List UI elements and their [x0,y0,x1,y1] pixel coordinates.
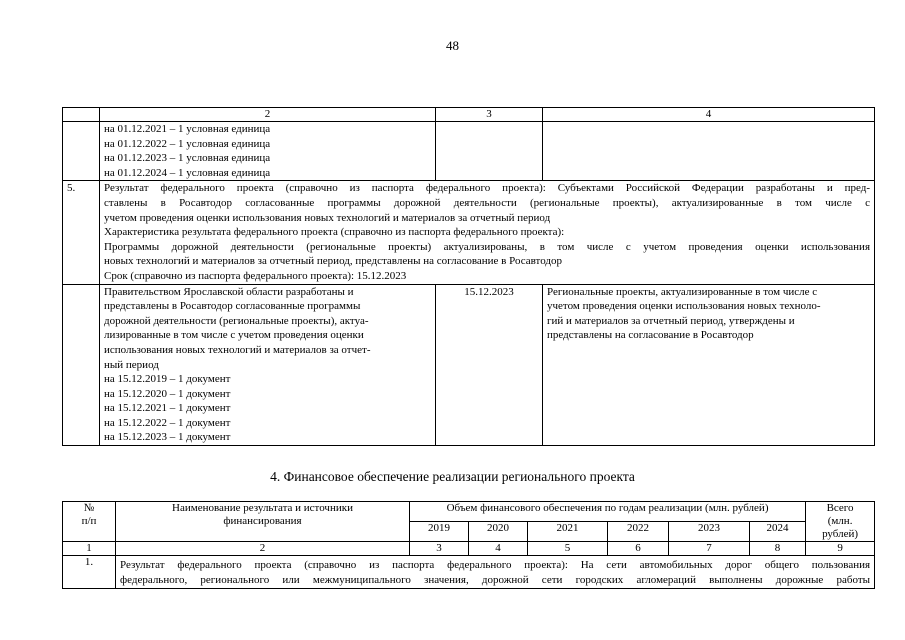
continuation-num-cell [63,122,100,181]
results-header-col-1 [63,108,100,122]
total-header-line: рублей) [822,528,859,540]
name-header-cell [116,502,410,542]
results-header-col-4: 4 [543,108,875,122]
text-line: Результат федерального проекта (справочно из паспорта федерального проекта): Субъектами Российской Федерации разработаны и пред- [104,182,870,195]
continuation-date-cell [436,122,543,181]
column-number-row [63,542,875,556]
value-line: на 01.12.2023 – 1 условная единица [104,152,271,165]
text-line: Результат федерального проекта (справочно из паспорта федерального проекта): На сети автомобильных дорог общего пользования [120,559,871,571]
num-header-line: п/п [81,515,97,527]
row-number: 1. [63,556,116,589]
column-number-cell: 3 [410,542,469,556]
name-header-line: Наименование результата и источники [172,502,353,514]
value-line: на 01.12.2022 – 1 условная единица [104,137,271,150]
column-number-cell: 9 [806,542,875,556]
section-5-row [63,181,875,284]
text-line: на 15.12.2021 – 1 документ [104,402,231,415]
year-cell: 2021 [528,522,608,542]
column-number-cell: 8 [750,542,806,556]
name-header-line: финансирования [223,515,302,527]
year-cell: 2022 [608,522,669,542]
results-header-col-2: 2 [100,108,436,122]
text-line: Правительством Ярославской области разработаны и [104,285,354,298]
row-1-text [116,556,875,589]
financing-row-1 [63,556,875,589]
continuation-row [63,122,875,181]
text-line: на 15.12.2022 – 1 документ [104,416,231,429]
section-title: 4. Финансовое обеспечение реализации регионального проекта [270,469,635,484]
column-number-cell: 4 [469,542,528,556]
text-line: Программы дорожной деятельности (региональные проекты) актуализированы, в том числе с учетом проведения оценки использования [104,240,870,253]
continuation-values-cell [100,122,436,181]
text-line: ставлены в Росавтодор согласованные программы дорожной деятельности (региональные проекты), актуализированные в том числе с [104,196,870,209]
text-line: на 15.12.2019 – 1 документ [104,373,231,386]
result-text-cell [100,284,436,446]
value-line: на 01.12.2024 – 1 условная единица [104,166,271,179]
num-header-line: № [83,502,95,514]
text-line: на 15.12.2020 – 1 документ [104,387,231,400]
results-header-row [63,108,875,122]
year-cell: 2024 [750,522,806,542]
result-row [63,284,875,446]
text-line: учетом проведения оценки использования новых техноло- [547,300,821,313]
result-num-cell [63,284,100,446]
text-line: использования новых технологий и материалов за отчет- [104,343,371,356]
text-line: представлены в Росавтодор согласованные программы [104,300,361,313]
column-number-cell: 1 [63,542,116,556]
result-date-cell: 15.12.2023 [436,284,543,446]
text-line: федерального, регионального или межмуниципального значения, дорожной сети городских агломераций выполнены дорожные работы [120,574,871,586]
total-header-cell [806,502,875,542]
financing-table [62,501,875,589]
section-5-text [100,181,875,284]
column-number-cell: 2 [116,542,410,556]
column-number-cell: 7 [669,542,750,556]
year-cell: 2020 [469,522,528,542]
year-cell: 2023 [669,522,750,542]
text-line: ный период [104,358,159,371]
text-line: дорожной деятельности (региональные проекты), актуа- [104,314,369,327]
text-line: Срок (справочно из паспорта федерального проекта): 15.12.2023 [104,269,407,282]
text-line: новых технологий и материалов за отчетный период, представлены на согласование в Росавтодор [104,255,562,268]
page-number: 48 [446,38,459,53]
text-line: Характеристика результата федерального проекта (справочно из паспорта федерального проекта): [104,226,565,239]
value-line: на 01.12.2021 – 1 условная единица [104,123,271,135]
results-table [62,107,875,446]
continuation-desc-cell [543,122,875,181]
result-desc-cell [543,284,875,446]
text-line: гий и материалов за отчетный период, утверждены и [547,314,795,327]
volume-header: Объем финансового обеспечения по годам реализации (млн. рублей) [410,502,806,522]
column-number-cell: 6 [608,542,669,556]
text-line: учетом проведения оценки использования новых технологий и материалов за отчетный период [104,211,551,224]
column-number-cell: 5 [528,542,608,556]
num-header-cell [63,502,116,542]
year-cell: 2019 [410,522,469,542]
financing-header-row-1 [63,502,875,522]
text-line: Региональные проекты, актуализированные в том числе с [547,285,818,298]
text-line: на 15.12.2023 – 1 документ [104,431,231,444]
text-line: лизированные в том числе с учетом проведения оценки [104,329,364,342]
text-line: представлены на согласование в Росавтодор [547,329,754,342]
section-5-number: 5. [63,181,100,284]
total-header-line: Всего [826,502,854,514]
results-header-col-3: 3 [436,108,543,122]
total-header-line: (млн. [827,515,853,527]
